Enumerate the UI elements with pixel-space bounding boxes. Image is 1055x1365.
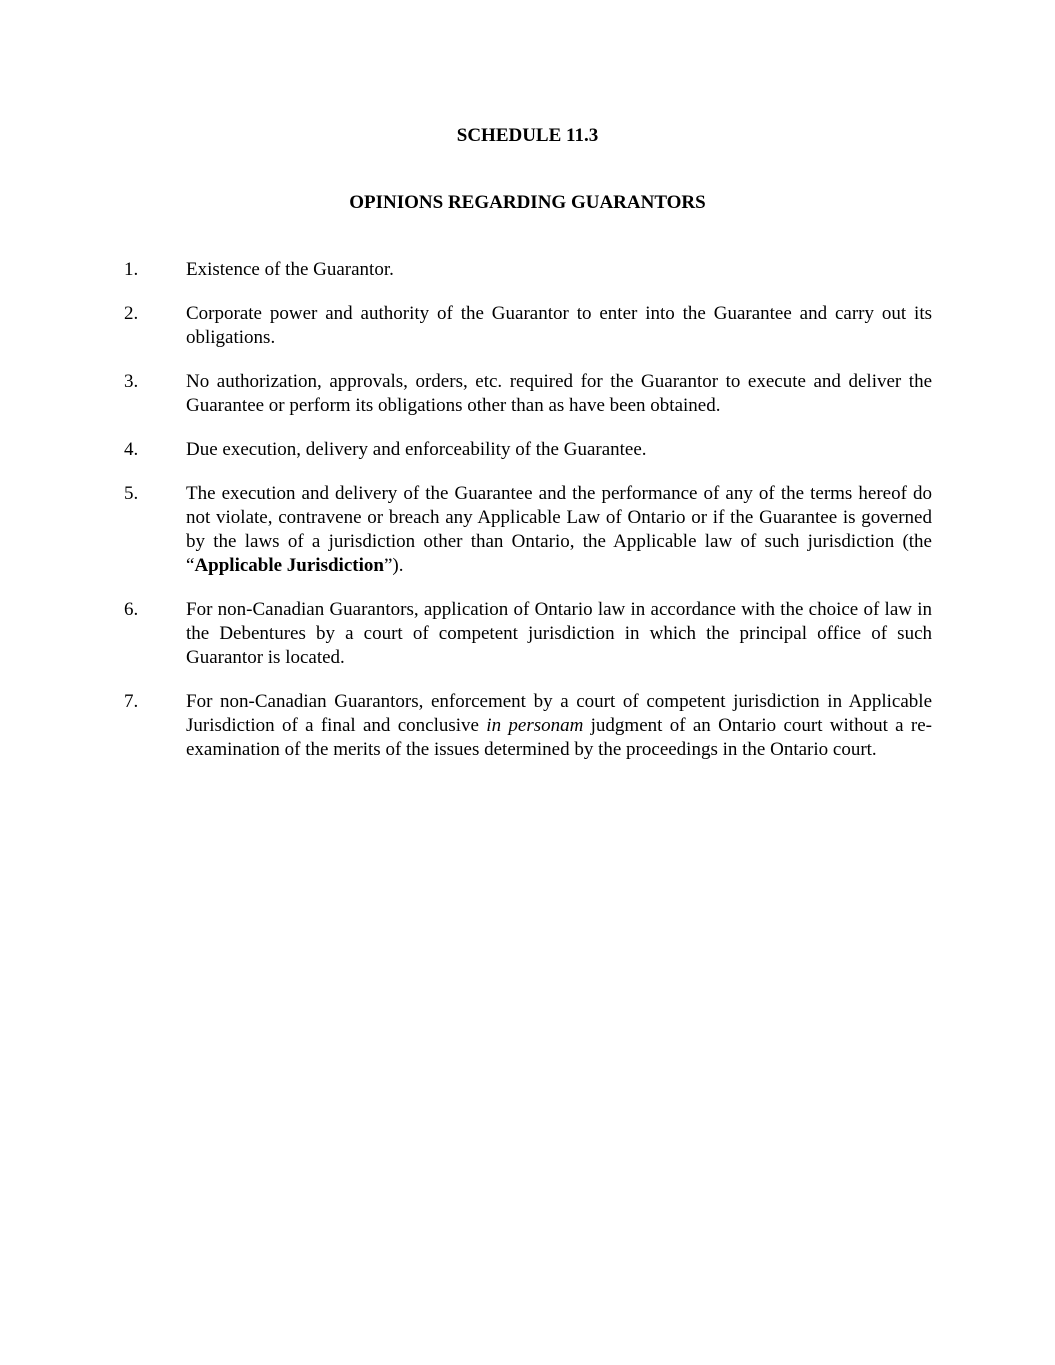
list-item xyxy=(124,258,932,282)
italic-term: in personam xyxy=(486,715,584,736)
item-text-before: For non-Canadian Guarantors, enforcement by a court of competent jurisdiction in Applicable Jurisdiction of a final and conclusive xyxy=(186,691,932,736)
item-text-after: ”). xyxy=(383,555,404,576)
item-text: Existence of the Guarantor. xyxy=(186,259,394,280)
item-text: Due execution, delivery and enforceability of the Guarantee. xyxy=(186,439,647,460)
item-text-after: judgment of an Ontario court without a re-examination of the merits of the issues determined by the proceedings in the Ontario court. xyxy=(186,715,932,760)
item-text xyxy=(186,690,932,762)
item-number: 2. xyxy=(124,303,139,324)
item-number: 1. xyxy=(124,259,139,280)
item-number: 7. xyxy=(124,691,139,712)
schedule-title: OPINIONS REGARDING GUARANTORS xyxy=(349,192,706,213)
list-item xyxy=(124,690,932,762)
item-number: 5. xyxy=(124,483,139,504)
item-text-before: The execution and delivery of the Guarantee and the performance of any of the terms hereof do not violate, contravene or breach any Applicable Law of Ontario or if the Guarantee is governed by the laws of a jurisdiction other than Ontario, the Applicable law of such jurisdiction (the “ xyxy=(186,483,932,576)
item-number: 6. xyxy=(124,599,139,620)
item-text: No authorization, approvals, orders, etc. required for the Guarantor to execute and deliver the Guarantee or perform its obligations other than as have been obtained. xyxy=(186,371,932,416)
defined-term: Applicable Jurisdiction xyxy=(194,555,384,576)
item-number: 3. xyxy=(124,371,139,392)
item-text: For non-Canadian Guarantors, application of Ontario law in accordance with the choice of law in the Debentures by a court of competent jurisdiction in which the principal office of such Guarantor is located. xyxy=(186,599,932,668)
list-item xyxy=(124,482,932,578)
list-item xyxy=(124,302,932,350)
list-item xyxy=(124,438,932,462)
schedule-number: SCHEDULE 11.3 xyxy=(456,125,599,146)
opinion-list xyxy=(124,258,932,782)
list-item xyxy=(124,370,932,418)
item-text: Corporate power and authority of the Guarantor to enter into the Guarantee and carry out its obligations. xyxy=(186,303,932,348)
item-text xyxy=(186,482,932,578)
item-number: 4. xyxy=(124,439,139,460)
list-item xyxy=(124,598,932,670)
